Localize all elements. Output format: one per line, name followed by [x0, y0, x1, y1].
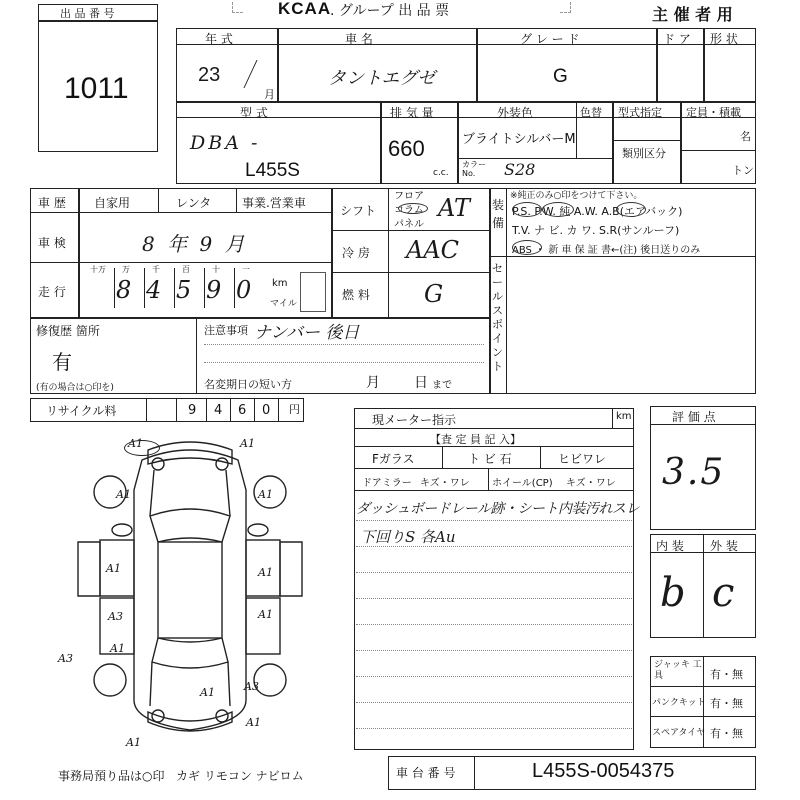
- ac-label: 冷 房: [342, 246, 370, 260]
- color-label: 外装色: [497, 106, 534, 120]
- equipment-line3[interactable]: ABS ・ 新 車 保 証 書←(注) 後日送りのみ: [512, 245, 701, 256]
- glass-crack-label[interactable]: ヒビワレ: [558, 452, 607, 466]
- capacity-label: 定員・積載: [686, 106, 741, 119]
- inspection-label: 車 検: [38, 236, 66, 250]
- mileage-digit: 8: [116, 276, 132, 304]
- displacement-label: 排 気 量: [390, 106, 434, 120]
- equipment-label: 装 備: [492, 198, 505, 230]
- km-label: km: [272, 278, 288, 289]
- caution-label: 注意事項: [204, 324, 248, 337]
- damage-mark: A1: [258, 488, 273, 501]
- exterior-label: 外 装: [710, 539, 738, 553]
- spare-tire-label: スペアタイヤ: [652, 728, 706, 738]
- recycle-label: リサイクル料: [46, 404, 117, 418]
- equipment-note: ※純正のみ○印をつけて下さい。: [510, 191, 643, 201]
- spare-yes-no[interactable]: 有・無: [710, 727, 743, 740]
- digit-header: 万: [122, 265, 130, 274]
- repair-history-label: 修復歴 箇所: [36, 324, 100, 338]
- mile-checkbox[interactable]: [300, 272, 326, 312]
- digit-header: 十万: [90, 265, 106, 274]
- repair-history-value: 有: [52, 350, 72, 374]
- history-private[interactable]: 自家用: [94, 196, 131, 210]
- damage-mark: A1: [110, 642, 125, 655]
- damage-mark: A1: [240, 437, 255, 450]
- equipment-line1[interactable]: P.S. P.W. 純 A.W. A.B(エアバック): [512, 205, 683, 218]
- damage-mark: A1: [200, 686, 215, 699]
- damage-mark: A1: [116, 488, 131, 501]
- office-note: 事務局預り品は○印: [58, 769, 165, 783]
- mileage-digit: 5: [176, 276, 192, 304]
- diagram-circle: [124, 440, 160, 456]
- stone-chip-label[interactable]: ト ビ 石: [468, 452, 512, 466]
- fuel-label: 燃 料: [342, 288, 370, 302]
- damage-mark: A1: [126, 736, 141, 749]
- caution-value: ナンバー 後日: [254, 323, 360, 343]
- equipment-line2[interactable]: T.V. ナ ビ. カ ワ. S.R(サンルーフ): [512, 224, 680, 237]
- shift-value: AT: [438, 194, 471, 222]
- year-label: 年 式: [205, 32, 233, 46]
- digit-header: 一: [242, 265, 250, 274]
- shift-label: シフト: [340, 204, 377, 218]
- year-month-unit: 月: [264, 88, 275, 101]
- lot-number-label: 出 品 番 号: [60, 7, 115, 20]
- shift-floor[interactable]: フロア: [394, 191, 424, 202]
- corner-mark: [232, 2, 243, 13]
- repair-note: (有の場合は○印を): [36, 383, 114, 393]
- model-label: 型 式: [240, 106, 268, 120]
- shift-circle: [398, 203, 428, 214]
- damage-mark: A3: [58, 652, 73, 665]
- body-type-label: 形 状: [710, 32, 738, 46]
- recycle-digit: 0: [262, 403, 271, 418]
- puncture-kit-label: パンクキット: [652, 698, 706, 708]
- wheel-options[interactable]: キズ・ワレ: [566, 478, 616, 489]
- history-label: 車 歴: [38, 196, 66, 210]
- car-name-value: タントエグゼ: [328, 68, 436, 89]
- recycle-digit: 4: [214, 403, 223, 418]
- ps-circle: [512, 202, 542, 217]
- shift-column[interactable]: コラム: [394, 205, 424, 216]
- capacity-people-unit: 名: [740, 130, 751, 143]
- damage-mark: A1: [106, 562, 121, 575]
- chassis-number: L455S-0054375: [532, 760, 675, 782]
- year-value: 23: [198, 64, 221, 86]
- damage-mark: A3: [108, 610, 123, 623]
- name-change-label: 名変期日の短い方: [204, 378, 292, 391]
- mileage-label: 走 行: [38, 285, 66, 299]
- damage-mark: A1: [128, 437, 143, 450]
- inspection-value: 8 年 9 月: [142, 232, 248, 256]
- car-name-label: 車 名: [345, 32, 373, 46]
- mileage-digit: 9: [206, 276, 222, 304]
- chassis-label: 車 台 番 号: [396, 766, 456, 780]
- recycle-digit: 6: [238, 403, 247, 418]
- damage-mark: A1: [258, 608, 273, 621]
- office-items: カギ リモコン ナビロム: [176, 769, 304, 783]
- score-value: 3.5: [662, 452, 726, 493]
- digit-header: 千: [152, 265, 160, 274]
- org-logo: KCAA: [278, 0, 332, 18]
- jack-label: ジャッキ 工 具: [654, 660, 702, 681]
- interior-label: 内 装: [656, 539, 684, 553]
- color-no-label: カラー No.: [462, 160, 486, 178]
- meter-label: 現メーター指示: [372, 413, 457, 427]
- door-mirror-label: ドアミラー: [362, 478, 412, 489]
- digit-header: 十: [212, 265, 220, 274]
- jack-yes-no[interactable]: 有・無: [710, 668, 743, 681]
- fuel-value: G: [424, 280, 444, 308]
- damage-mark: A1: [246, 716, 261, 729]
- color-no-value: S28: [504, 160, 536, 179]
- sheet-title: . グループ 出 品 票: [330, 3, 450, 19]
- color-value: ブライトシルバーM: [462, 132, 576, 147]
- name-change-month: 月: [366, 375, 380, 391]
- pw-circle: [542, 202, 574, 217]
- score-label: 評 価 点: [672, 410, 716, 424]
- exterior-value: c: [712, 570, 735, 616]
- grade-value: G: [553, 66, 568, 87]
- displacement-unit: c.c.: [433, 168, 449, 178]
- digit-header: 百: [182, 265, 190, 274]
- door-label: ド ア: [663, 32, 691, 46]
- abs-circle: [512, 240, 542, 255]
- ab-circle: [616, 202, 646, 217]
- meter-unit: km: [616, 411, 632, 422]
- history-business[interactable]: 事業.営業車: [242, 196, 306, 210]
- inspector-comment-2: 下回りS 各Au: [360, 528, 456, 546]
- ac-value: AAC: [406, 236, 460, 264]
- car-diagram: [70, 430, 310, 750]
- class-label: 類別区分: [622, 147, 666, 160]
- lot-number: 1011: [64, 72, 129, 105]
- name-change-until: まで: [432, 380, 452, 391]
- inspector-comment-1: ダッシュボードレール跡・シート内装汚れスレ: [356, 501, 639, 517]
- mileage-digits: [88, 264, 272, 312]
- shift-panel[interactable]: パネル: [394, 219, 424, 230]
- model-prefix: DBA -: [190, 132, 261, 154]
- sales-point-label: セールスポイント: [492, 262, 503, 373]
- organizer-use-label: 主 催 者 用: [652, 5, 733, 24]
- interior-value: b: [660, 570, 686, 616]
- recycle-digit: 9: [188, 403, 197, 418]
- type-designation-label: 型式指定: [618, 106, 662, 119]
- damage-mark: A3: [244, 680, 259, 693]
- history-rental[interactable]: レンタ: [176, 196, 212, 210]
- name-change-day: 日: [414, 375, 428, 391]
- puncture-yes-no[interactable]: 有・無: [710, 697, 743, 710]
- mileage-digit: 4: [146, 276, 162, 304]
- capacity-ton-unit: トン: [732, 164, 754, 177]
- mile-label: マイル: [270, 299, 297, 309]
- color-change-label: 色替: [580, 106, 602, 119]
- grade-label: グ レ ー ド: [520, 32, 580, 46]
- recycle-unit: 円: [289, 403, 300, 416]
- wheel-label: ホイール(CP): [492, 478, 553, 489]
- corner-mark: [560, 2, 571, 13]
- damage-mark: A1: [258, 566, 273, 579]
- displacement-value: 660: [388, 136, 425, 161]
- model-value: L455S: [245, 160, 300, 181]
- mirror-options[interactable]: キズ・ワレ: [420, 478, 470, 489]
- mileage-digit: 0: [236, 276, 252, 304]
- inspector-label: 【査 定 員 記 入】: [430, 433, 521, 446]
- front-glass-label: Fガラス: [372, 452, 415, 466]
